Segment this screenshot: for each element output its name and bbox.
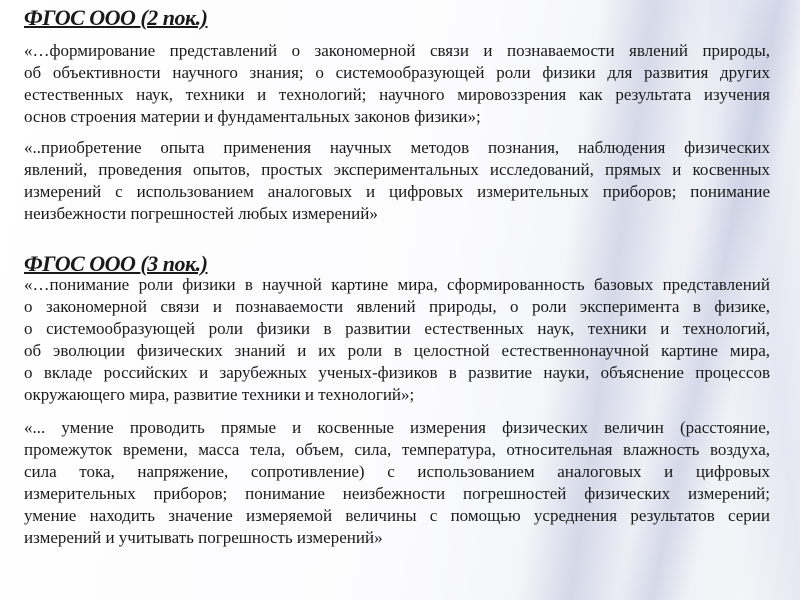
paragraph <box>24 40 770 128</box>
paragraph <box>24 274 770 406</box>
paragraph-line: умение находить значение измеряемой величины с помощью усреднения результатов серии <box>24 506 770 525</box>
paragraph-line: промежуток времени, масса тела, объем, сила, температура, относительная влажность воздуха, <box>24 440 770 459</box>
paragraph-line: «…понимание роли физики в научной картине мира, сформированность базовых представлений <box>24 275 770 294</box>
paragraph-line: окружающего мира, развитие техники и технологий»; <box>24 385 415 404</box>
paragraph-line: «…формирование представлений о закономерной связи и познаваемости явлений природы, <box>24 41 770 60</box>
section-title-2-pok: ФГОС ООО (2 пок.) <box>24 5 208 30</box>
paragraph-line: явлений, проведения опытов, простых экспериментальных исследований, прямых и косвенных <box>24 160 770 179</box>
paragraph <box>24 417 770 549</box>
paragraph-line: основ строения материи и фундаментальных законов физики»; <box>24 107 481 126</box>
paragraph <box>24 137 770 225</box>
paragraph-line: о системообразующей роли физики в развитии естественных наук, техники и технологий, <box>24 319 770 338</box>
paragraph-line: измерений и учитывать погрешность измерений» <box>24 528 383 547</box>
paragraph-line: о вкладе российских и зарубежных ученых-физиков в развитие науки, объяснение процессов <box>24 363 770 382</box>
section-title-3-pok: ФГОС ООО (3 пок.) <box>24 251 208 276</box>
paragraph-line: измерительных приборов; понимание неизбежности погрешностей физических измерений; <box>24 484 770 503</box>
paragraph-line: «..приобретение опыта применения научных методов познания, наблюдения физических <box>24 138 770 157</box>
paragraph-line: измерений с использованием аналоговых и цифровых измерительных приборов; понимание <box>24 182 770 201</box>
paragraph-line: об объективности научного знания; о системообразующей роли физики для развития других <box>24 63 770 82</box>
paragraph-line: естественных наук, техники и технологий; научного мировоззрения как результата изучения <box>24 85 770 104</box>
paragraph-line: сила тока, напряжение, сопротивление) с использованием аналоговых и цифровых <box>24 462 770 481</box>
paragraph-line: об эволюции физических знаний и их роли в целостной естественнонаучной картине мира, <box>24 341 770 360</box>
paragraph-line: о закономерной связи и познаваемости явлений природы, о роли эксперимента в физике, <box>24 297 770 316</box>
paragraph-line: неизбежности погрешностей любых измерений» <box>24 204 378 223</box>
paragraph-line: «... умение проводить прямые и косвенные измерения физических величин (расстояние, <box>24 418 770 437</box>
slide-content <box>24 0 770 560</box>
